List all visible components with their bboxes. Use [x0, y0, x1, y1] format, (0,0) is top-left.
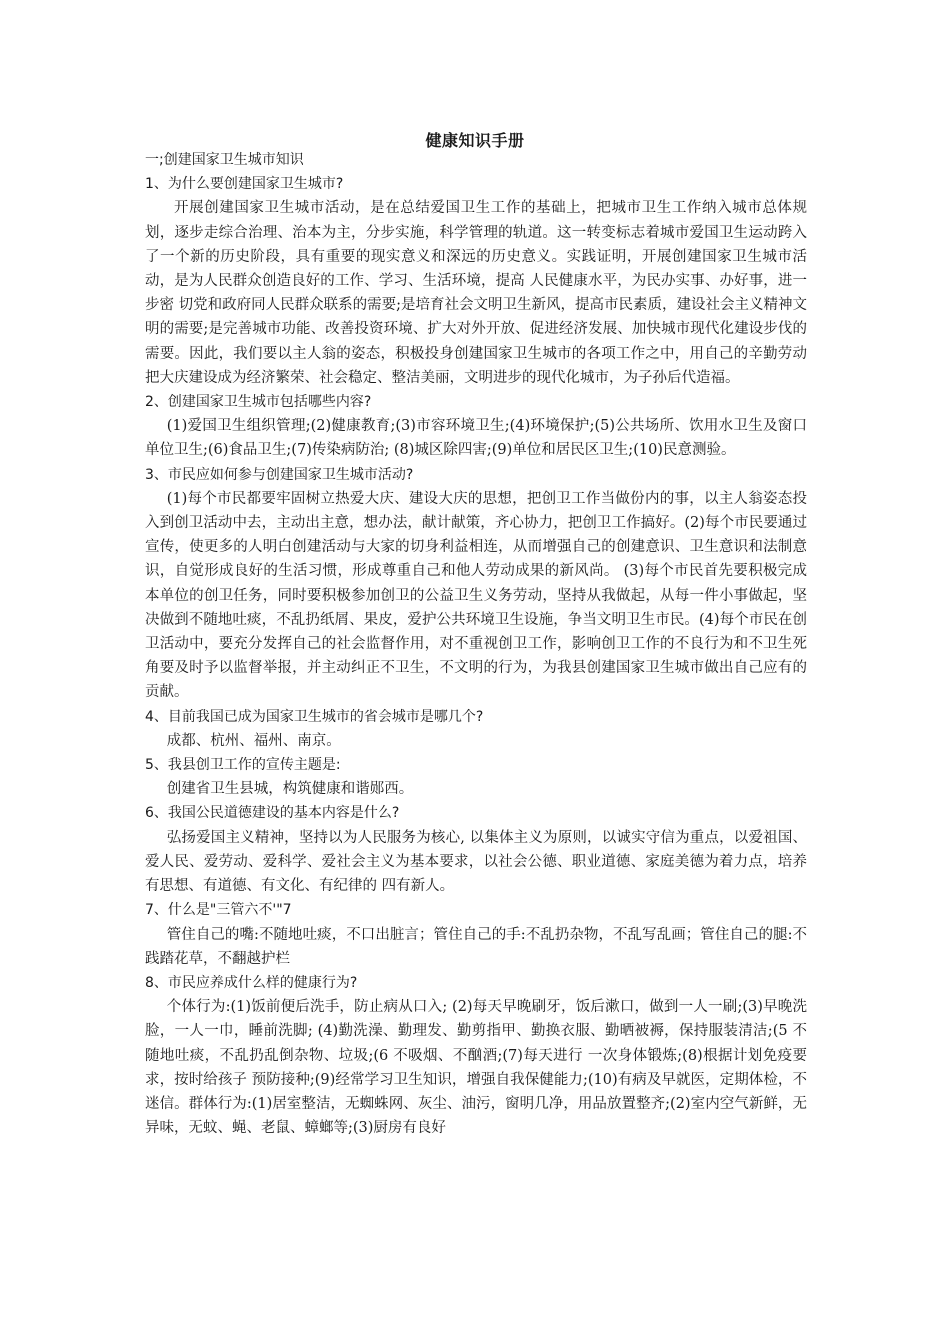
question-4: 4、目前我国已成为国家卫生城市的省会城市是哪几个?	[145, 708, 484, 725]
answer-1: 开展创建国家卫生城市活动，是在总结爱国卫生工作的基础上，把城市卫生工作纳入城市总体规划，逐步走综合治理、治本为主，分步实施，科学管理的轨道。这一转变标志着城市爱国卫生运动跨入了一个新的历史阶段，具有重要的现实意义和深远的历史意义。实践证明，开展创建国家卫生城市活动，是为人民群众创造良好的工作、学习、生活环境，提高 人民健康水平，为民办实事、办好事，进一步密 切党和政府同人民群众联系的需要;是培育社会文明卫生新风，提高市民素质，建设社会主义精神文明的需要;是完善城市功能、改善投资环境、扩大对外开放、促进经济发展、加快城市现代化建设步伐的需要。因此，我们要以主人翁的姿态，积极投身创建国家卫生城市的各项工作之中，用自己的辛勤劳动把大庆建设成为经济繁荣、社会稳定、整洁美丽，文明进步的现代化城市，为子孙后代造福。	[145, 200, 807, 386]
question-2: 2、创建国家卫生城市包括哪些内容?	[145, 394, 372, 411]
document-title: 健康知识手册	[425, 131, 525, 150]
answer-2: (1)爱国卫生组织管理;(2)健康教育;(3)市容环境卫生;(4)环境保护;(5)公共场所、饮用水卫生及窗口单位卫生;(6)食品卫生;(7)传染病防治; (8)城区除四害;(9)单位和居民区卫生;(10)民意测验。	[145, 418, 807, 459]
answer-5: 创建省卫生县城，构筑健康和谐郧西。	[166, 781, 414, 798]
question-5: 5、我县创卫工作的宣传主题是:	[145, 757, 341, 774]
answer-4: 成都、杭州、福州、南京。	[166, 732, 341, 749]
answer-7: 管住自己的嘴:不随地吐痰，不口出脏言；管住自己的手:不乱扔杂物，不乱写乱画；管住自己的腿:不践踏花草，不翻越护栏	[145, 926, 807, 967]
question-7: 7、什么是"三管六不'"7	[145, 902, 292, 919]
answer-6: 弘扬爱国主义精神，坚持以为人民服务为核心, 以集体主义为原则，以诚实守信为重点，以爱祖国、爱人民、爱劳动、爱科学、爱社会主义为基本要求，以社会公德、职业道德、家庭美德为着力点，培养有思想、有道德、有文化、有纪律的 四有新人。	[145, 829, 807, 895]
question-6: 6、我国公民道德建设的基本内容是什么?	[145, 805, 400, 822]
question-3: 3、市民应如何参与创建国家卫生城市活动?	[145, 466, 414, 483]
document-body	[145, 148, 807, 1140]
section-heading: 一;创建国家卫生城市知识	[145, 152, 304, 168]
question-8: 8、市民应养成什么样的健康行为?	[145, 974, 358, 991]
answer-3: (1)每个市民都要牢固树立热爱大庆、建设大庆的思想，把创卫工作当做份内的事，以主人翁姿态投入到创卫活动中去，主动出主意，想办法，献计献策，齐心协力，把创卫工作搞好。(2)每个市民要通过宣传，使更多的人明白创建活动与大家的切身利益相连，从而增强自己的创建意识、卫生意识和法制意识，自觉形成良好的生活习惯，形成尊重自己和他人劳动成果的新风尚。 (3)每个市民首先要积极完成本单位的创卫任务，同时要积极参加创卫的公益卫生义务劳动，坚持从我做起，从每一件小事做起，坚决做到不随地吐痰，不乱扔纸屑、果皮，爱护公共环境卫生设施，争当文明卫生市民。(4)每个市民在创卫活动中，要充分发挥自己的社会监督作用，对不重视创卫工作，影响创卫工作的不良行为和不卫生死角要及时予以监督举报，并主动纠正不卫生，不文明的行为，为我县创建国家卫生城市做出自己应有的贡献。	[145, 490, 807, 701]
answer-8: 个体行为:(1)饭前便后洗手，防止病从口入; (2)每天早晚刷牙，饭后漱口，做到一人一刷;(3)早晚洗脸，一人一巾，睡前洗脚; (4)勤洗澡、勤理发、勤剪指甲、勤换衣服、勤晒被褥，保持服装清洁;(5 不随地吐痰，不乱扔乱倒杂物、垃圾;(6 不吸烟、不酗酒;(7)每天进行 一次身体锻炼;(8)根据计划免疫要求，按时给孩子 预防接种;(9)经常学习卫生知识，增强自我保健能力;(10)有病及早就医，定期体检，不迷信。群体行为:(1)居室整洁，无蜘蛛网、灰尘、油污，窗明几净，用品放置整齐;(2)室内空气新鲜，无异味，无蚊、蝇、老鼠、蟑螂等;(3)厨房有良好	[145, 999, 807, 1137]
question-1: 1、为什么要创建国家卫生城市?	[145, 176, 344, 193]
